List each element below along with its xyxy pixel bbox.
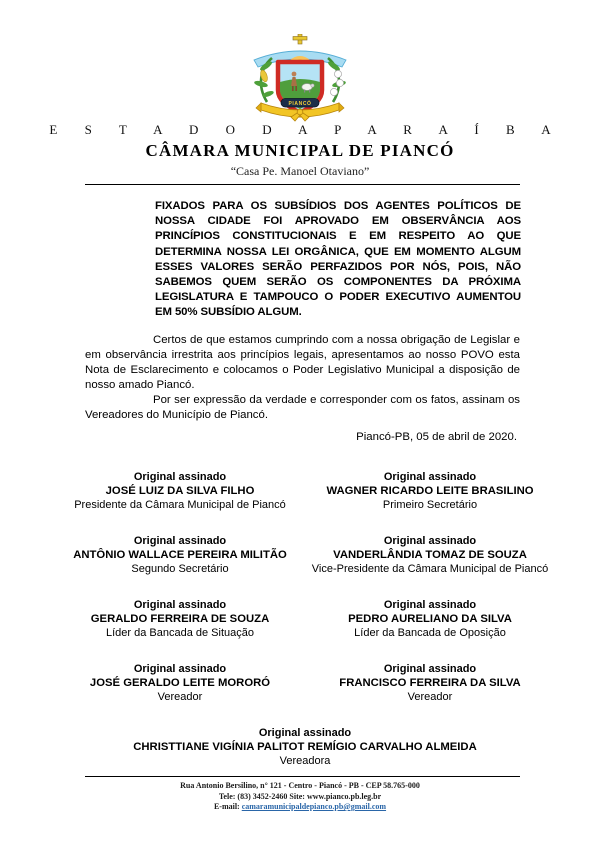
signature-block	[55, 662, 305, 704]
signature-role: Vereador	[407, 691, 453, 703]
signature-block	[55, 598, 305, 640]
signature-name: ANTÔNIO WALLACE PEREIRA MILITÃO	[73, 549, 287, 561]
signature-name: WAGNER RICARDO LEITE BRASILINO	[326, 485, 534, 497]
signature-role: Vereador	[157, 691, 203, 703]
signature-label: Original assinado	[383, 599, 477, 611]
coat-of-arms-graphic	[241, 34, 359, 122]
signature-name: JOSÉ GERALDO LEITE MORORÓ	[89, 677, 271, 689]
signature-role: Vice-Presidente da Câmara Municipal de Piancó	[311, 563, 549, 575]
signature-label: Original assinado	[133, 599, 227, 611]
signature-name: CHRISTTIANE VIGÍNIA PALITOT REMÍGIO CARVALHO ALMEIDA	[133, 741, 477, 753]
signature-label: Original assinado	[383, 663, 477, 675]
signature-block	[55, 726, 555, 768]
footer-divider	[85, 776, 520, 777]
paragraph-obligation: Certos de que estamos cumprindo com a nossa obrigação de Legislar e em observância irrestrita aos princípios legais, apresentamos ao nosso POVO esta Nota de Esclarecimento e colocamos o Poder Legislativo Municipal a disposição de nosso amado Piancó.	[85, 334, 520, 391]
signature-name: GERALDO FERREIRA DE SOUZA	[90, 613, 270, 625]
signature-name: JOSÉ LUIZ DA SILVA FILHO	[105, 485, 255, 497]
footer-address: Rua Antonio Bersilino, n° 121 - Centro - Piancó - PB - CEP 58.765-000	[180, 781, 420, 790]
chamber-subtitle: “Casa Pe. Manoel Otaviano”	[230, 164, 370, 178]
footer	[0, 781, 600, 813]
signature-role: Presidente da Câmara Municipal de Piancó	[74, 499, 286, 511]
footer-email-line	[0, 802, 600, 813]
signature-name: PEDRO AURELIANO DA SILVA	[348, 613, 512, 625]
municipal-coat-of-arms	[241, 34, 359, 122]
footer-phone-site: Tele: (83) 3452-2460 Site: www.pianco.pb.leg.br	[218, 791, 382, 801]
signature-label: Original assinado	[383, 535, 477, 547]
signature-block	[305, 598, 555, 640]
bold-statement-paragraph: FIXADOS PARA OS SUBSÍDIOS DOS AGENTES POLÍTICOS DE NOSSA CIDADE FOI APROVADO EM OBSERVÂNCIA AOS PRINCÍPIOS CONSTITUCIONAIS E EM RESPEITO AO QUE DETERMINA NOSSA LEI ORGÂNICA, QUE EM MOMENTO ALGUM ESSES VALORES SERÃO PERFAZIDOS POR NÓS, POIS, NÃO SABEMOS QUEM SERÃO OS COMPONENTES DA PRÓXIMA LEGISLATURA E TAMPOUCO O PODER EXECUTIVO AUMENTOU EM 50% SUBSÍDIO ALGUM.	[155, 200, 521, 319]
date-line: Piancó-PB, 05 de abril de 2020.	[356, 431, 517, 443]
header-divider	[85, 184, 520, 185]
signature-role: Segundo Secretário	[131, 563, 229, 575]
cross-icon	[293, 34, 307, 44]
signature-block	[305, 470, 555, 512]
signature-role: Vereadora	[279, 755, 331, 767]
signature-role: Primeiro Secretário	[382, 499, 478, 511]
footer-email-link[interactable]: camaramunicipaldepianco.pb@gmail.com	[241, 802, 387, 811]
signature-block	[305, 534, 555, 576]
signature-name: FRANCISCO FERREIRA DA SILVA	[339, 677, 521, 689]
body-paragraphs	[85, 333, 520, 423]
signature-name: VANDERLÂNDIA TOMAZ DE SOUZA	[333, 549, 527, 561]
state-line: E S T A D O D A P A R A Í B A	[49, 122, 558, 137]
page-title: CÂMARA MUNICIPAL DE PIANCÓ	[145, 141, 455, 160]
signature-block	[305, 662, 555, 704]
signature-role: Líder da Bancada de Situação	[105, 627, 254, 639]
signature-block	[55, 534, 305, 576]
paragraph-truth: Por ser expressão da verdade e corresponder com os fatos, assinam os Vereadores do Município de Piancó.	[85, 394, 520, 421]
signature-label: Original assinado	[133, 471, 227, 483]
signature-label: Original assinado	[258, 727, 352, 739]
signature-grid	[55, 470, 555, 768]
signature-label: Original assinado	[383, 471, 477, 483]
crest-banner-label: PIANCÓ	[288, 100, 312, 107]
signature-role: Líder da Bancada de Oposição	[354, 627, 506, 639]
signature-label: Original assinado	[133, 663, 227, 675]
name-band	[281, 99, 319, 108]
signature-block	[55, 470, 305, 512]
signature-label: Original assinado	[133, 535, 227, 547]
footer-email-label: E-mail:	[213, 802, 242, 811]
